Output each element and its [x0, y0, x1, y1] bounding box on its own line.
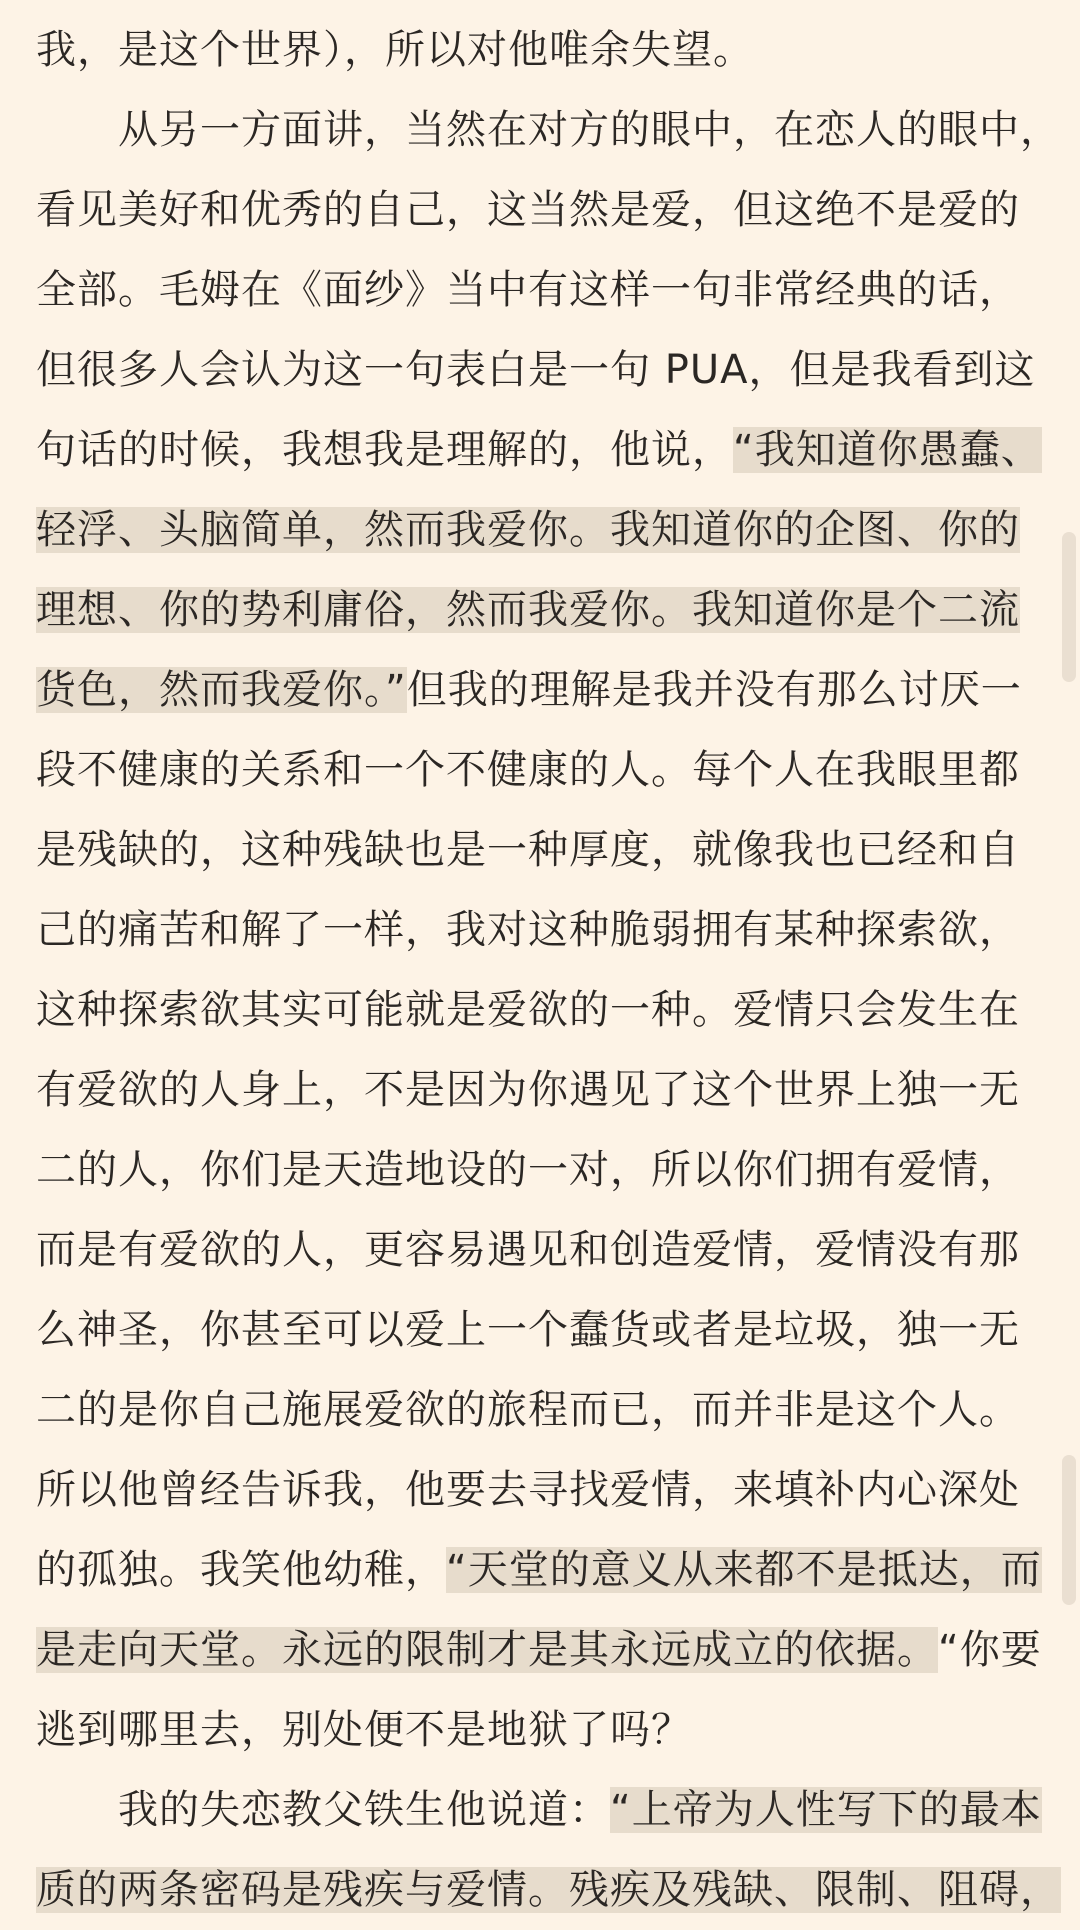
scrollbar-thumb-upper[interactable]: [1062, 532, 1076, 682]
text-segment: 所以他曾经告诉我，他要去寻找爱情，来填补内心深处: [36, 1467, 1020, 1513]
text-line: [36, 810, 1020, 890]
highlighted-text[interactable]: “我知道你愚蠢、: [733, 427, 1042, 473]
text-line: [36, 490, 1020, 570]
text-line: [36, 890, 1020, 970]
text-line: [36, 650, 1022, 730]
highlighted-text[interactable]: 货色，然而我爱你。”: [36, 667, 407, 713]
text-line: [36, 1050, 1020, 1130]
text-line: [36, 1370, 1020, 1450]
text-segment: 二的人，你们是天造地设的一对，所以你们拥有爱情，: [36, 1147, 1020, 1193]
text-line: [36, 1450, 1020, 1530]
text-line: [36, 1290, 1020, 1370]
text-segment: 是残缺的，这种残缺也是一种厚度，就像我也已经和自: [36, 827, 1020, 873]
text-line: [36, 1690, 692, 1770]
text-segment: 的孤独。我笑他幼稚，: [36, 1547, 446, 1593]
text-segment: 句话的时候，我想我是理解的，他说，: [36, 427, 733, 473]
text-line: [36, 1610, 1042, 1690]
highlighted-text[interactable]: “天堂的意义从来都不是抵达，而: [446, 1547, 1042, 1593]
highlighted-text[interactable]: “上帝为人性写下的最本: [610, 1787, 1042, 1833]
text-line: [36, 1210, 1020, 1290]
text-line: [36, 1130, 1020, 1210]
highlighted-text[interactable]: 质的两条密码是残疾与爱情。残疾及残缺、限制、阻碍，: [36, 1867, 1061, 1913]
text-segment: 从另一方面讲，当然在对方的眼中，在恋人的眼中，: [118, 107, 1061, 153]
highlighted-text[interactable]: 是走向天堂。永远的限制才是其永远成立的依据。: [36, 1627, 938, 1673]
text-line: [36, 970, 1020, 1050]
text-segment: 而是有爱欲的人，更容易遇见和创造爱情，爱情没有那: [36, 1227, 1020, 1273]
text-segment: 我，是这个世界），所以对他唯余失望。: [36, 27, 754, 73]
text-segment: 己的痛苦和解了一样，我对这种脆弱拥有某种探索欲，: [36, 907, 1020, 953]
scrollbar-thumb-lower[interactable]: [1062, 1455, 1076, 1605]
text-line: [118, 1770, 1042, 1850]
text-line: [36, 570, 1020, 650]
text-segment: 全部。毛姆在《面纱》当中有这样一句非常经典的话，: [36, 267, 1020, 313]
text-segment: 但很多人会认为这一句表白是一句 PUA，但是我看到这: [36, 347, 1036, 393]
text-line: [36, 330, 1035, 410]
highlighted-text[interactable]: 轻浮、头脑简单，然而我爱你。我知道你的企图、你的: [36, 507, 1020, 553]
text-line: [36, 1530, 1042, 1610]
text-segment: 看见美好和优秀的自己，这当然是爱，但这绝不是爱的: [36, 187, 1020, 233]
text-line: [36, 410, 1042, 490]
text-segment: 段不健康的关系和一个不健康的人。每个人在我眼里都: [36, 747, 1020, 793]
text-line: [36, 730, 1020, 810]
text-segment: 但我的理解是我并没有那么讨厌一: [406, 667, 1022, 713]
text-segment: 这种探索欲其实可能就是爱欲的一种。爱情只会发生在: [36, 987, 1020, 1033]
text-line: [36, 250, 1020, 330]
text-line: [36, 170, 1020, 250]
text-segment: 二的是你自己施展爱欲的旅程而已，而并非是这个人。: [36, 1387, 1020, 1433]
text-segment: 逃到哪里去，别处便不是地狱了吗？: [36, 1707, 692, 1753]
text-segment: 我的失恋教父铁生他说道：: [118, 1787, 610, 1833]
text-segment: 有爱欲的人身上，不是因为你遇见了这个世界上独一无: [36, 1067, 1020, 1113]
text-line: [36, 10, 754, 90]
highlighted-text[interactable]: 理想、你的势利庸俗，然而我爱你。我知道你是个二流: [36, 587, 1020, 633]
text-segment: “你要: [938, 1627, 1042, 1673]
text-segment: 么神圣，你甚至可以爱上一个蠢货或者是垃圾，独一无: [36, 1307, 1020, 1353]
text-line: [118, 90, 1061, 170]
text-line: [36, 1850, 1061, 1930]
